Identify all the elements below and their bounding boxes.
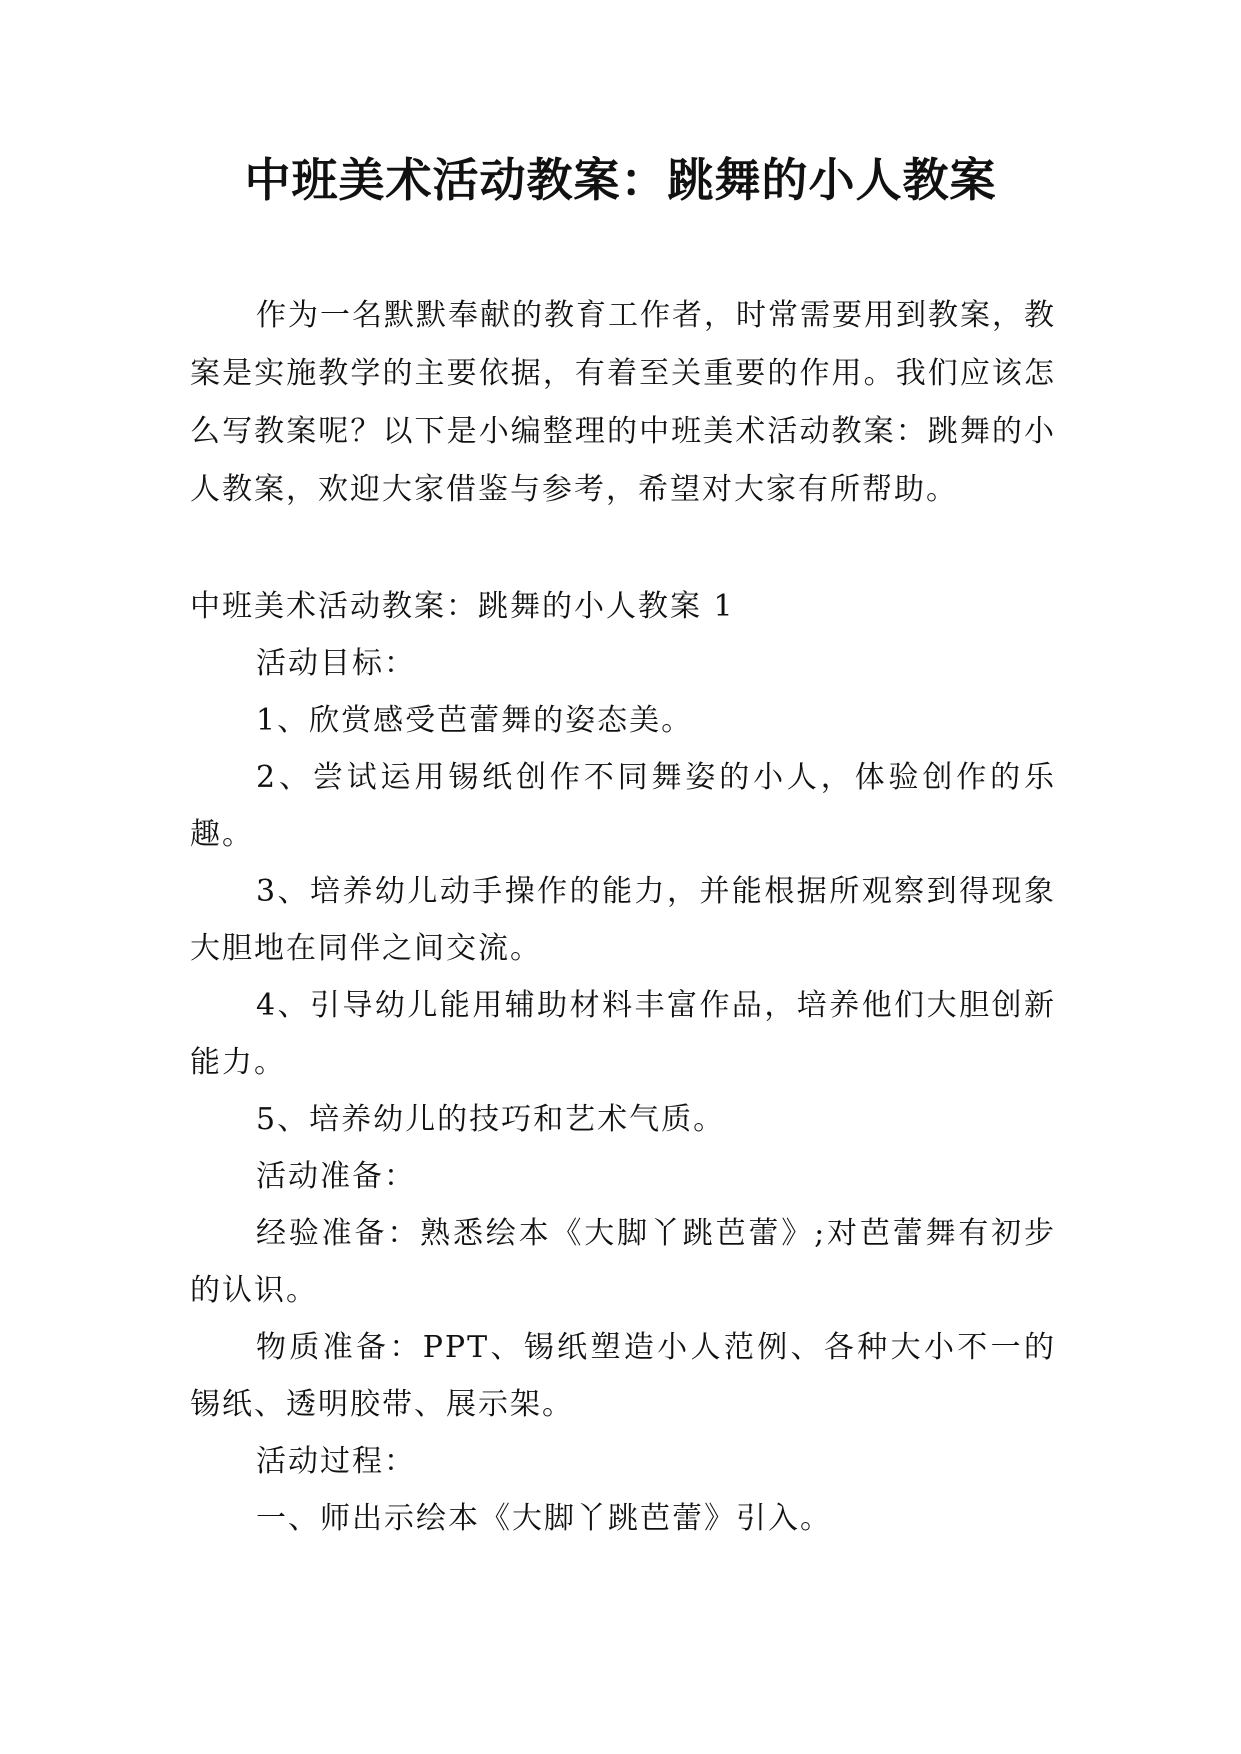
goal-item-5: 5、培养幼儿的技巧和艺术气质。 xyxy=(256,1102,726,1137)
experience-preparation: 经验准备：熟悉绘本《大脚丫跳芭蕾》;对芭蕾舞有初步的认识。 xyxy=(190,1216,1056,1308)
goal-item-1: 1、欣赏感受芭蕾舞的姿态美。 xyxy=(256,703,694,738)
material-preparation: 物质准备：PPT、锡纸塑造小人范例、各种大小不一的锡纸、透明胶带、展示架。 xyxy=(190,1330,1056,1422)
heading-activity-goals: 活动目标： xyxy=(256,646,416,681)
goal-item-4: 4、引导幼儿能用辅助材料丰富作品，培养他们大胆创新能力。 xyxy=(190,988,1056,1080)
intro-paragraph: 作为一名默默奉献的教育工作者，时常需要用到教案，教案是实施教学的主要依据，有着至关重要的作用。我们应该怎么写教案呢？以下是小编整理的中班美术活动教案：跳舞的小人教案，欢迎大家借鉴与参考，希望对大家有所帮助。 xyxy=(190,298,1056,507)
heading-activity-preparation: 活动准备： xyxy=(256,1159,416,1194)
heading-activity-process: 活动过程： xyxy=(256,1444,416,1479)
goal-item-2: 2、尝试运用锡纸创作不同舞姿的小人，体验创作的乐趣。 xyxy=(190,760,1056,852)
document-title: 中班美术活动教案：跳舞的小人教案 xyxy=(244,153,997,207)
section-heading: 中班美术活动教案：跳舞的小人教案 1 xyxy=(190,589,735,624)
goal-item-3: 3、培养幼儿动手操作的能力，并能根据所观察到得现象大胆地在同伴之间交流。 xyxy=(190,874,1056,966)
process-step-1: 一、师出示绘本《大脚丫跳芭蕾》引入。 xyxy=(256,1501,832,1536)
document-body xyxy=(190,578,1056,1547)
